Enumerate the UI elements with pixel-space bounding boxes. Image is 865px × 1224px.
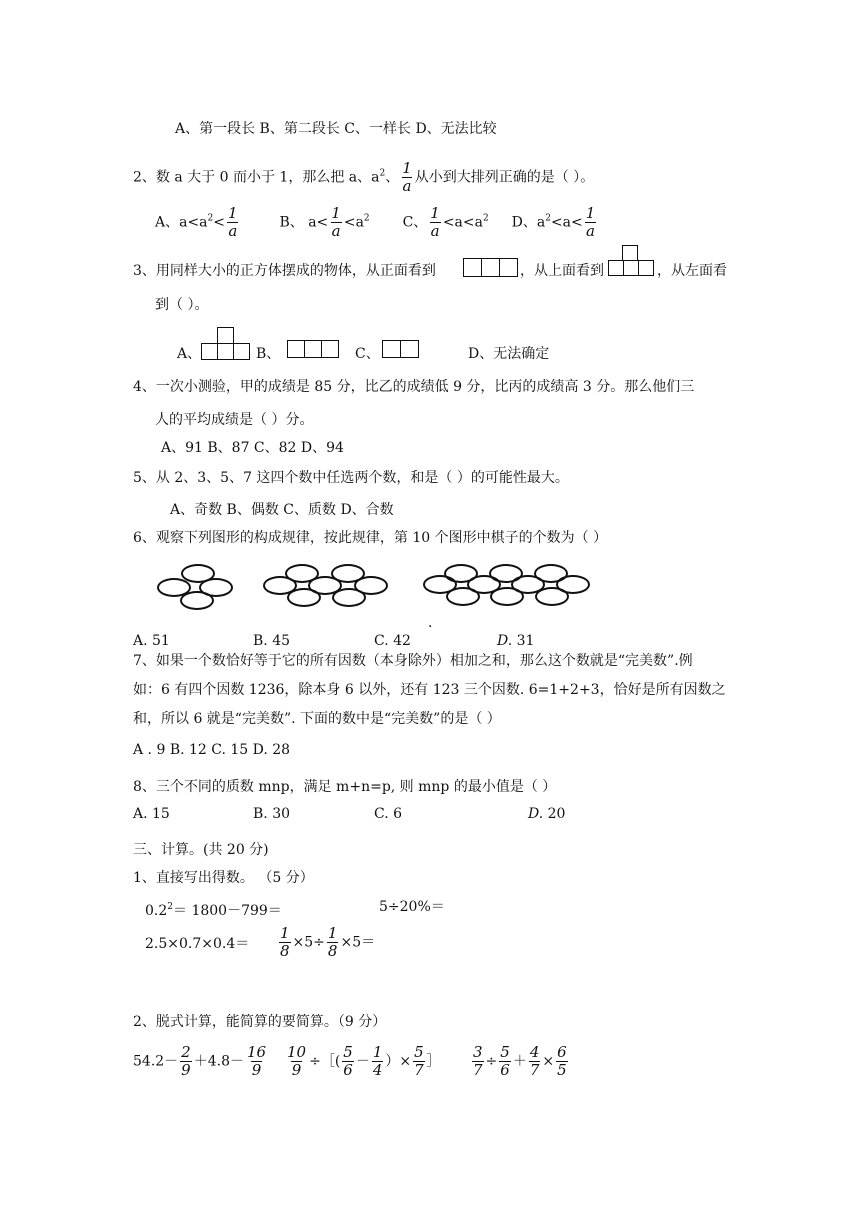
q8-opt-a: A. 15 [133, 806, 170, 822]
chess-piece [446, 587, 480, 606]
q6-opt-a: A. 51 [133, 633, 170, 649]
q3-stem-c: ，从左面看 [657, 263, 727, 279]
q3-line2: 到（ ）。 [155, 297, 209, 313]
q5-options: A、奇数 B、偶数 C、质数 D、合数 [170, 502, 394, 518]
calc-row2-a: 2.5×0.7×0.4＝ [145, 936, 250, 952]
q6-stem: 6、观察下列图形的构成规律，按此规律，第 10 个图形中棋子的个数为（ ） [133, 530, 608, 546]
expr-1: 54.2－ $\frac{2}{9}$ ＋4.8－ $\frac{16}{9}$ [133, 1043, 267, 1079]
q4-line2: 人的平均成绩是（ ）分。 [155, 412, 314, 428]
chess-piece [332, 588, 366, 607]
q6-opt-d: D. 31 [497, 633, 535, 649]
expr-3: $\frac{3}{7}$ ÷ $\frac{5}{6}$ ＋ $\frac{4}{7}$ × $\frac{6}{5}$ [473, 1043, 567, 1079]
q1-options: A、第一段长 B、第二段长 C、一样长 D、无法比较 [175, 121, 497, 137]
q3-opt-a: A、 [177, 346, 202, 362]
q6-dot: . [428, 615, 433, 631]
chess-piece [287, 588, 321, 607]
q3-stem-b: ，从上面看到 [520, 263, 604, 279]
q3-opt-c: C、 [355, 346, 380, 362]
q3-opt-b: B、 [256, 346, 281, 362]
q2-options: A、$a<a^2<$ $\frac{1}{a}$ B、 a< $\frac{1}{a}$ $<a^2$ C、 $\frac{1}{a}$ $<a<a^2$ D、$a^2<a<$ $\frac{1}{a}$ [155, 204, 596, 240]
q7-line1: 7、如果一个数恰好等于它的所有因数（本身除外）相加之和，那么这个数就是“完美数”.例 [133, 653, 693, 669]
q2-stem: 2、数 a 大于 0 而小于 1，那么把 a、$a^2$、 $\frac{1}{a}$ 从小到大排列正确的是（ ）。 [133, 159, 595, 195]
chess-piece [180, 591, 214, 610]
q8-stem: 8、三个不同的质数 mnp，满足 m+n=p, 则 mnp 的最小值是（ ） [133, 779, 557, 795]
expr-2: $\frac{10}{9}$ ÷［( $\frac{5}{6}$ － $\frac{1}{4}$ ）× $\frac{5}{7}$ ］ [287, 1043, 441, 1079]
q6-opt-b: B. 45 [253, 633, 291, 649]
calc-row1-c: 5÷20%＝ [379, 899, 445, 915]
q4-line1: 4、一次小测验，甲的成绩是 85 分，比乙的成绩低 9 分，比丙的成绩高 3 分。那么他们三 [133, 379, 695, 395]
q8-opt-c: C. 6 [374, 806, 403, 822]
calc-row2-b: $\frac{1}{8}$ ×5÷ $\frac{1}{8}$ ×5＝ [280, 924, 376, 960]
q3-opt-d: D、无法确定 [468, 346, 550, 362]
q7-options: A . 9 B. 12 C. 15 D. 28 [133, 742, 291, 758]
section3-sub2: 2、脱式计算，能简算的要简算。（9 分） [133, 1014, 387, 1030]
fraction: $\frac{1}{a}$ [402, 159, 412, 195]
q8-opt-d: D. 20 [528, 806, 566, 822]
q5-stem: 5、从 2、3、5、7 这四个数中任选两个数，和是（ ）的可能性最大。 [133, 470, 569, 486]
calc-row1-a: $0.2^2= 1800-799=$ [145, 902, 282, 919]
q3-stem-a: 3、用同样大小的正方体摆成的物体，从正面看到 [133, 263, 436, 279]
q8-opt-b: B. 30 [253, 806, 291, 822]
chess-piece [535, 587, 569, 606]
section3-sub1: 1、直接写出得数。 （5 分） [133, 870, 314, 886]
q7-line3: 和，所以 6 就是“完美数”. 下面的数中是“完美数”的是（ ） [133, 711, 501, 727]
q6-opt-c: C. 42 [374, 633, 411, 649]
chess-piece [490, 587, 524, 606]
section3-title: 三、计算。(共 20 分) [133, 842, 269, 858]
q4-options: A、91 B、87 C、82 D、94 [161, 440, 344, 456]
q7-line2: 如：6 有四个因数 1236，除本身 6 以外，还有 123 三个因数. 6=1+2+3，恰好是所有因数之 [133, 682, 726, 698]
